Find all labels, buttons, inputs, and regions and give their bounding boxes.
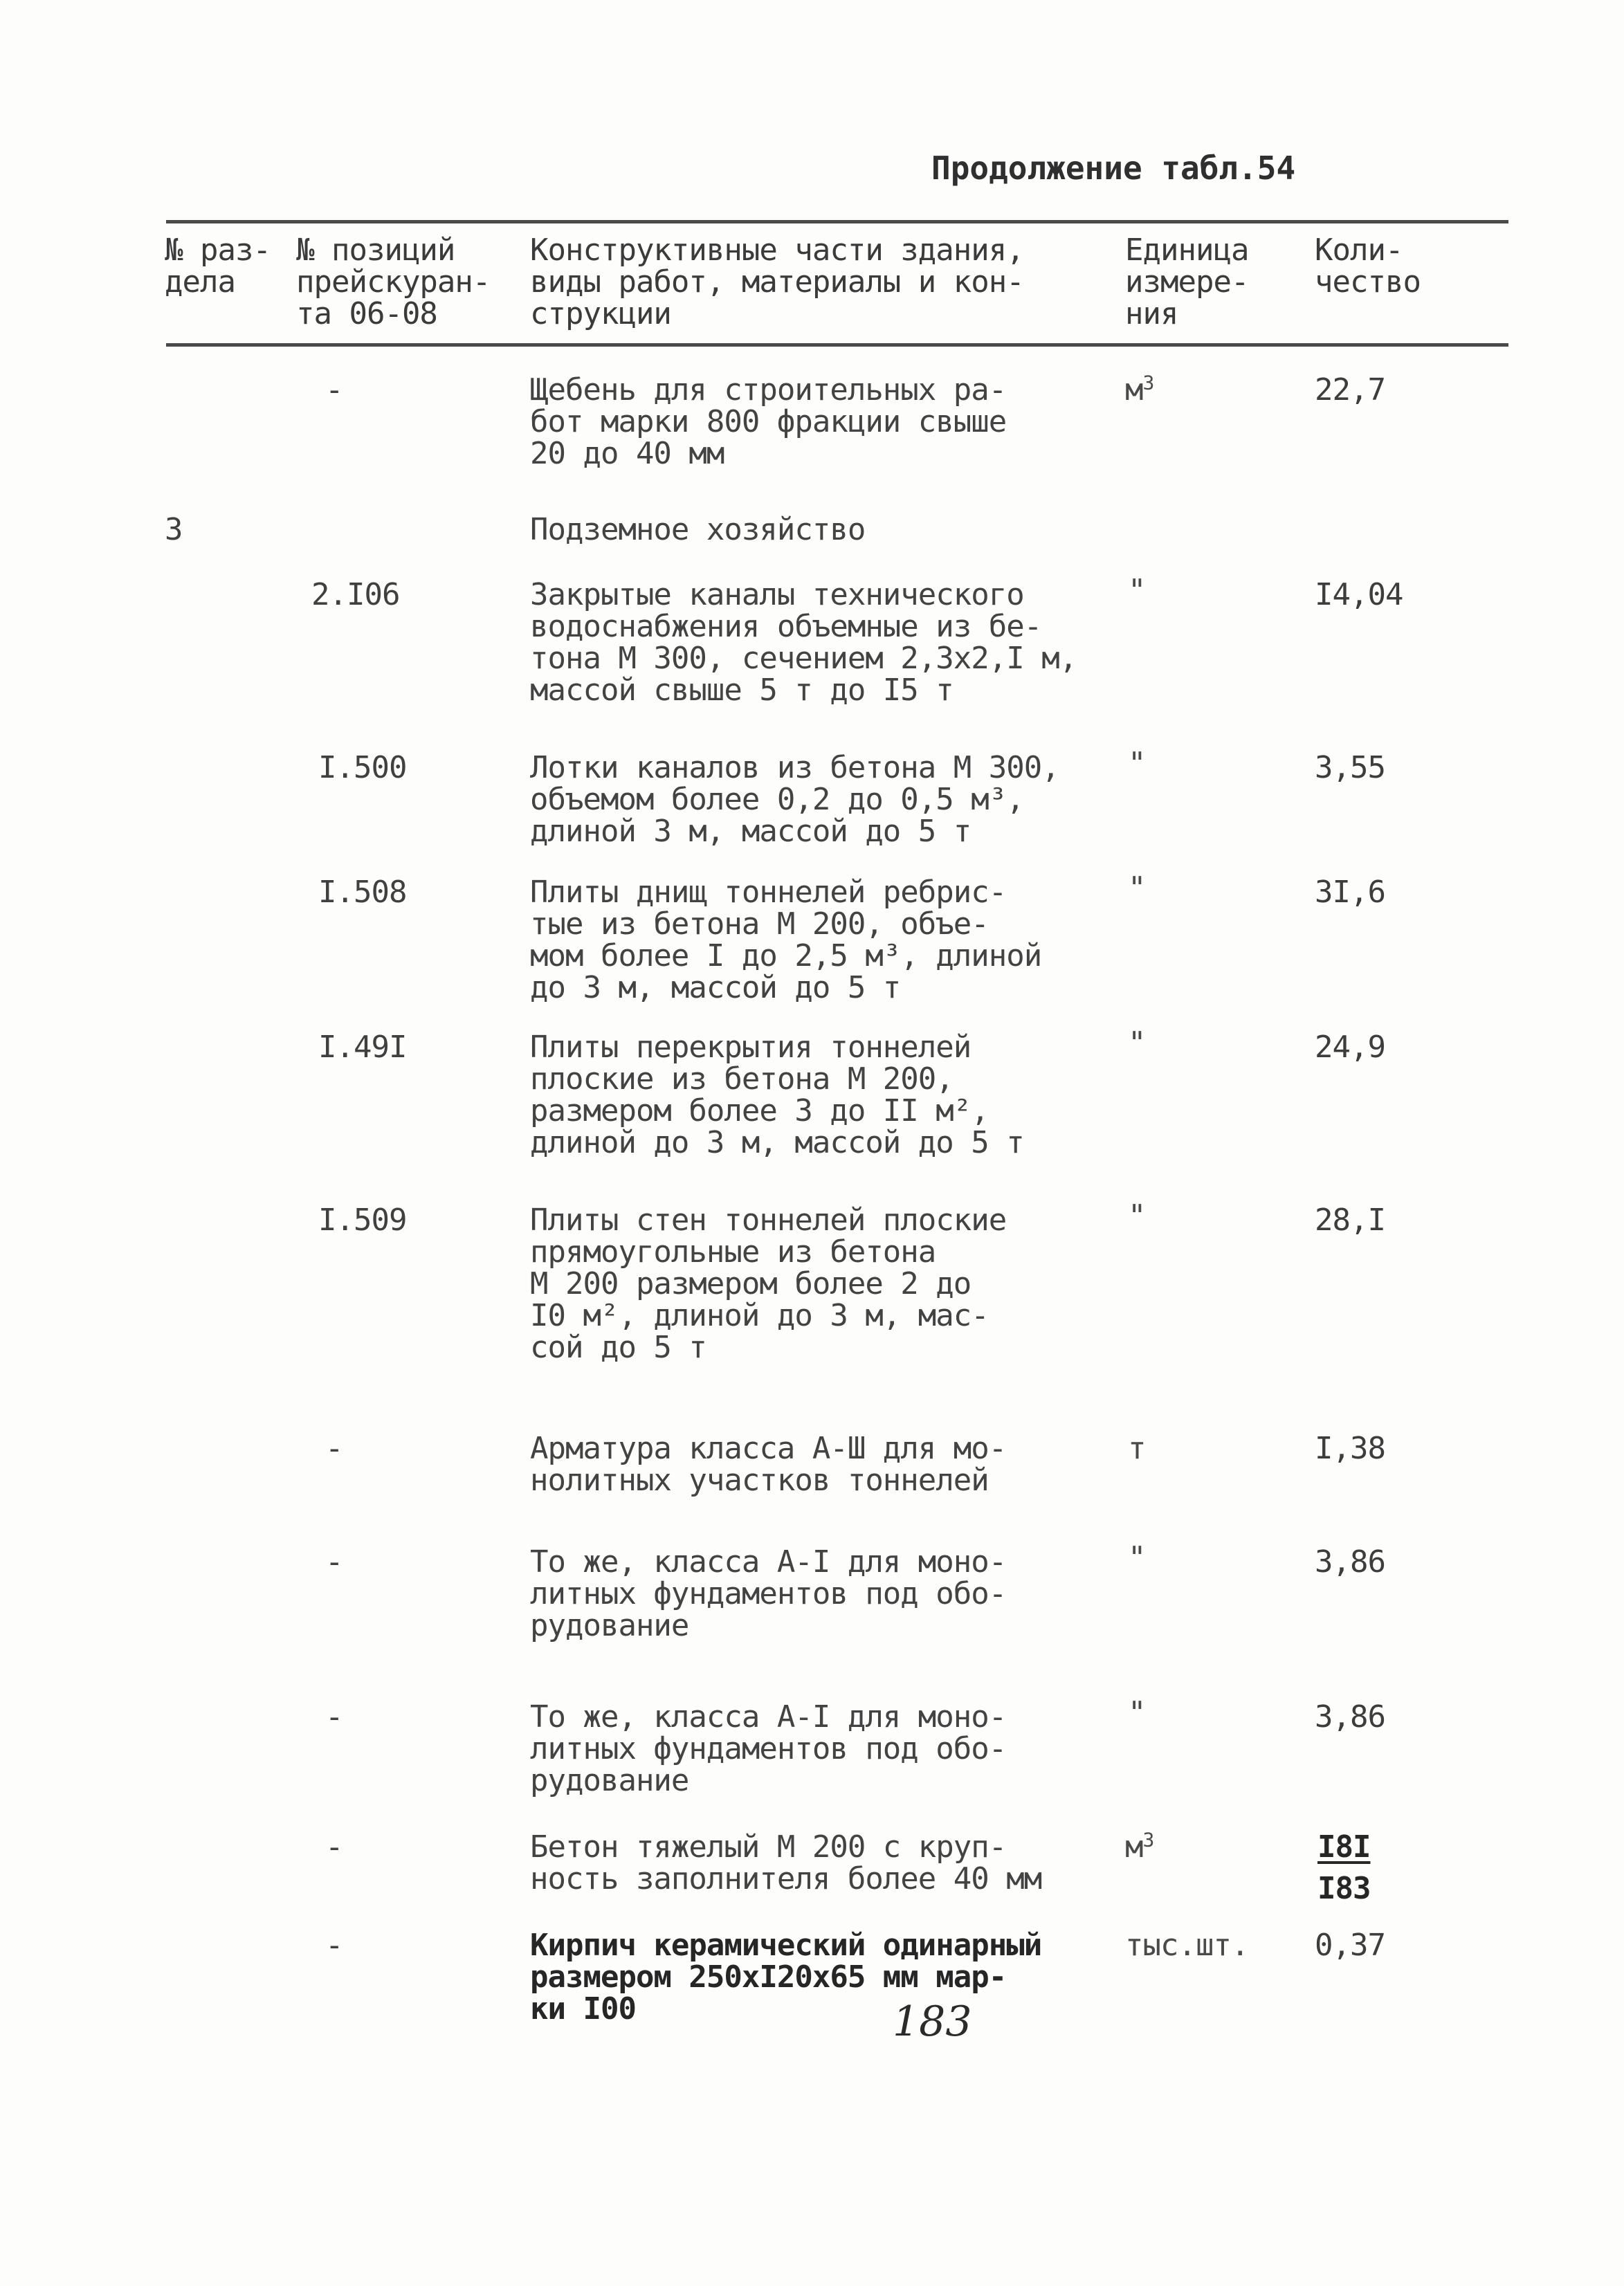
row-description-line: литных фундаментов под обо- bbox=[530, 1576, 1007, 1611]
section-title: Подземное хозяйство bbox=[530, 512, 866, 547]
table-continuation-heading: Продолжение табл.54 bbox=[931, 149, 1296, 187]
row-description-line: мом более I до 2,5 м³, длиной bbox=[530, 938, 1042, 973]
header-quantity-line-1: Коли- bbox=[1315, 232, 1403, 268]
row-position: - bbox=[325, 1829, 343, 1865]
row-description-line: Щебень для строительных ра- bbox=[530, 372, 1007, 408]
row-description-line: Лотки каналов из бетона М 300, bbox=[530, 750, 1059, 785]
row-description-line: М 200 размером более 2 до bbox=[530, 1266, 971, 1301]
row-quantity: 24,9 bbox=[1315, 1030, 1385, 1065]
row-description-line: плоские из бетона М 200, bbox=[530, 1061, 954, 1097]
row-position: I.49I bbox=[318, 1030, 407, 1065]
row-description-line: длиной 3 м, массой до 5 т bbox=[530, 814, 971, 849]
row-description-line: Кирпич керамический одинарный bbox=[530, 1928, 1042, 1963]
row-quantity-secondary: I83 bbox=[1317, 1871, 1371, 1906]
header-quantity-line-2: чество bbox=[1315, 264, 1421, 300]
header-position-line-3: та 06-08 bbox=[296, 296, 437, 331]
header-bottom-rule bbox=[166, 343, 1508, 347]
row-position: - bbox=[325, 1544, 343, 1580]
row-quantity: 3,86 bbox=[1315, 1699, 1385, 1735]
row-description-line: То же, класса А-I для моно- bbox=[530, 1699, 1007, 1735]
row-description-line: рудование bbox=[530, 1608, 689, 1643]
row-position: 2.I06 bbox=[311, 577, 400, 612]
row-unit: " bbox=[1128, 1198, 1146, 1234]
row-quantity: I8I bbox=[1317, 1829, 1371, 1865]
row-description-line: ки I00 bbox=[530, 1991, 636, 2027]
row-unit: " bbox=[1128, 1695, 1146, 1730]
row-unit: " bbox=[1128, 870, 1146, 906]
row-description-line: водоснабжения объемные из бе- bbox=[530, 609, 1042, 644]
row-description-line: Плиты стен тоннелей плоские bbox=[530, 1203, 1007, 1238]
page-number: 183 bbox=[893, 1997, 972, 2046]
row-description-line: Плиты днищ тоннелей ребрис- bbox=[530, 875, 1007, 910]
section-number: 3 bbox=[165, 512, 183, 547]
header-position-line-1: № позиций bbox=[296, 232, 455, 268]
row-description-line: То же, класса А-I для моно- bbox=[530, 1544, 1007, 1580]
row-description-line: Арматура класса А-Ш для мо- bbox=[530, 1431, 1007, 1466]
header-section-line-2: дела bbox=[165, 264, 235, 300]
row-unit: $м^3$ bbox=[1125, 371, 1154, 408]
row-description-line: нолитных участков тоннелей bbox=[530, 1463, 989, 1498]
row-description-line: размером 250хI20х65 мм мар- bbox=[530, 1959, 1007, 1995]
row-description-line: рудование bbox=[530, 1763, 689, 1798]
row-quantity: 3,55 bbox=[1315, 750, 1385, 785]
row-unit: " bbox=[1128, 1540, 1146, 1575]
row-description-line: Бетон тяжелый М 200 с круп- bbox=[530, 1829, 1007, 1865]
header-position-line-2: прейскуран- bbox=[296, 264, 491, 300]
row-position: - bbox=[325, 1699, 343, 1735]
row-description-line: массой свыше 5 т до I5 т bbox=[530, 673, 954, 708]
row-description-line: сой до 5 т bbox=[530, 1330, 706, 1365]
header-description-line-3: струкции bbox=[530, 296, 671, 331]
row-position: - bbox=[325, 1431, 343, 1466]
row-position: I.508 bbox=[318, 875, 407, 910]
row-unit: т bbox=[1128, 1431, 1146, 1466]
row-quantity: 3,86 bbox=[1315, 1544, 1385, 1580]
header-top-rule bbox=[166, 220, 1508, 223]
row-position: I.509 bbox=[318, 1203, 407, 1238]
header-unit-line-2: измере- bbox=[1125, 264, 1249, 300]
header-unit-line-1: Единица bbox=[1125, 232, 1249, 268]
row-quantity: 3I,6 bbox=[1315, 875, 1385, 910]
header-unit-line-3: ния bbox=[1125, 296, 1178, 331]
row-position: - bbox=[325, 372, 343, 408]
row-quantity: 0,37 bbox=[1315, 1928, 1385, 1963]
row-description-line: размером более 3 до II м², bbox=[530, 1093, 989, 1128]
row-quantity: I4,04 bbox=[1315, 577, 1403, 612]
row-description-line: Закрытые каналы технического bbox=[530, 577, 1024, 612]
row-unit: " bbox=[1128, 573, 1146, 608]
row-description-line: 20 до 40 мм bbox=[530, 436, 724, 471]
row-position: I.500 bbox=[318, 750, 407, 785]
row-description-line: Плиты перекрытия тоннелей bbox=[530, 1030, 971, 1065]
row-description-line: бот марки 800 фракции свыше bbox=[530, 404, 1007, 439]
row-description-line: тона М 300, сечением 2,3х2,I м, bbox=[530, 641, 1077, 676]
row-unit: $м^3$ bbox=[1125, 1828, 1154, 1865]
row-unit: " bbox=[1128, 746, 1146, 781]
row-position: - bbox=[325, 1928, 343, 1963]
row-description-line: литных фундаментов под обо- bbox=[530, 1731, 1007, 1766]
row-description-line: длиной до 3 м, массой до 5 т bbox=[530, 1125, 1024, 1160]
row-unit: тыс.шт. bbox=[1125, 1928, 1249, 1963]
header-description-line-1: Конструктивные части здания, bbox=[530, 232, 1024, 268]
row-quantity: 22,7 bbox=[1315, 372, 1385, 408]
row-description-line: ность заполнителя более 40 мм bbox=[530, 1861, 1042, 1896]
header-section-line-1: № раз- bbox=[165, 232, 271, 268]
row-description-line: тые из бетона М 200, объе- bbox=[530, 906, 989, 942]
row-quantity: 28,I bbox=[1315, 1203, 1385, 1238]
header-description-line-2: виды работ, материалы и кон- bbox=[530, 264, 1024, 300]
row-description-line: прямоугольные из бетона bbox=[530, 1234, 936, 1270]
row-unit: " bbox=[1128, 1025, 1146, 1061]
row-description-line: объемом более 0,2 до 0,5 м³, bbox=[530, 782, 1024, 817]
row-quantity: I,38 bbox=[1315, 1431, 1385, 1466]
row-description-line: до 3 м, массой до 5 т bbox=[530, 970, 901, 1005]
row-description-line: I0 м², длиной до 3 м, мас- bbox=[530, 1298, 989, 1333]
